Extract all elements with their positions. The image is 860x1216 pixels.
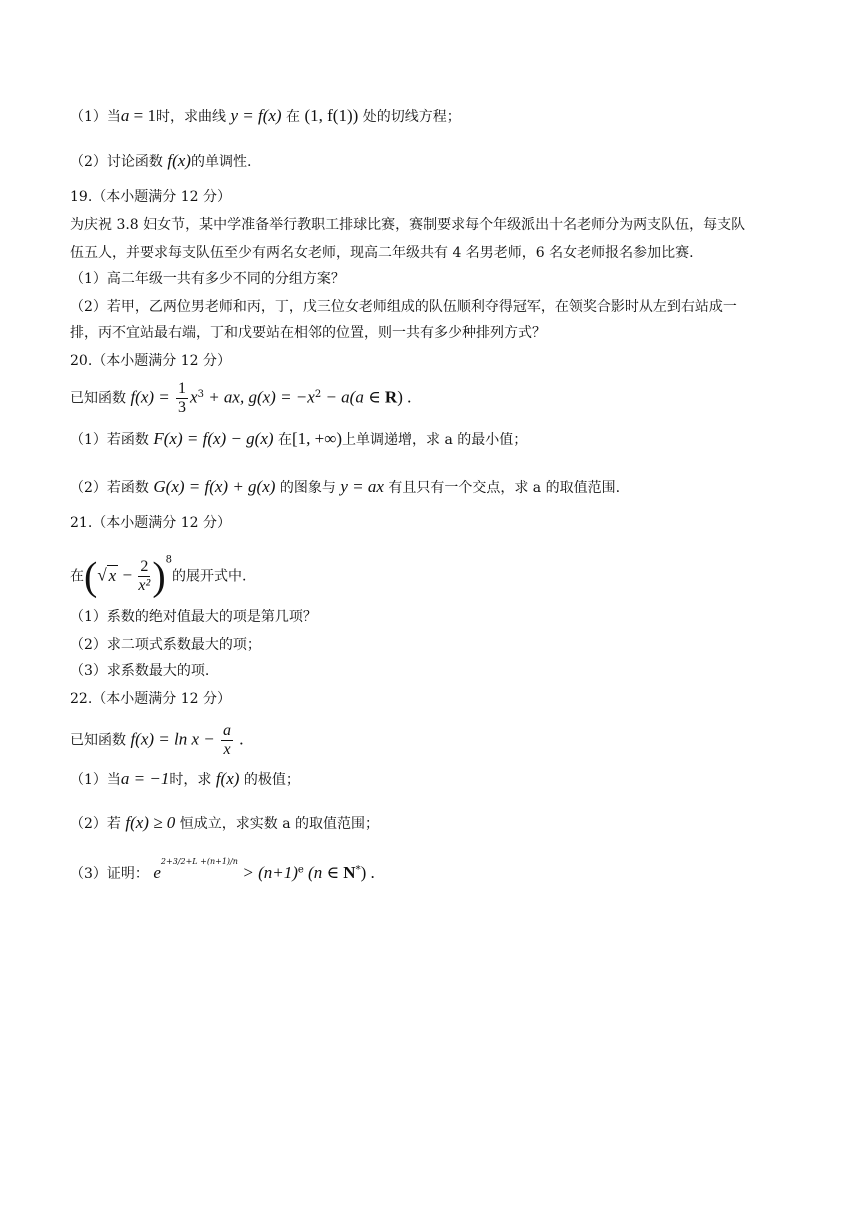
q18-p1-post: 处的切线方程； xyxy=(362,109,461,125)
q20-frac-den: 3 xyxy=(178,399,187,416)
q22-natural-set: N xyxy=(343,863,356,882)
q20-f-tail: + ax, g(x) = −x xyxy=(203,387,315,407)
q20-p1-mid: 在 xyxy=(277,432,292,448)
q21-sqrt-x: x xyxy=(108,565,117,585)
q20-p1-func: F(x) = f(x) − g(x) xyxy=(153,429,274,448)
q21-stem xyxy=(70,553,800,599)
q21-left-paren: ( xyxy=(84,553,98,599)
q18-p2-func: f(x) xyxy=(167,151,191,170)
q19-part2-line2: 排，丙不宜站最右端，丁和戊要站在相邻的位置，则一共有多少种排列方式？ xyxy=(70,325,546,341)
q21-frac-num: 2 xyxy=(140,558,149,575)
q22-p3-cond: (n ∈ xyxy=(303,863,344,882)
q19-part2-line1: （2）若甲，乙两位男老师和丙，丁，戊三位女老师组成的队伍顺利夺得冠军，在领奖合影时从左到右站成一 xyxy=(70,299,737,315)
q21-stem-post: 的展开式中. xyxy=(172,568,247,585)
q22-stem-post: . xyxy=(235,729,244,749)
q20-p2-mid: 的图象与 xyxy=(279,480,336,496)
q21-part1: （1）系数的绝对值最大的项是第几项？ xyxy=(70,609,317,625)
q18-p1-mid: 时，求曲线 xyxy=(156,109,227,125)
q22-frac-den: x xyxy=(223,741,231,758)
q20-p1-pre: （1）若函数 xyxy=(70,432,149,448)
q22-stem xyxy=(70,722,800,759)
q22-p3-exponent: 2+3/2+L +(n+1)/n xyxy=(160,857,238,866)
q19-stem-line2: 伍五人，并要求每支队伍至少有两名女老师，现高二年级共有 4 名男老师，6 名女老师报名参加比赛. xyxy=(70,245,694,261)
q18-p1-pre: （1）当 xyxy=(70,109,121,125)
q20-p2-pre: （2）若函数 xyxy=(70,480,149,496)
q20-header: 20.（本小题满分 12 分） xyxy=(70,353,231,369)
q20-f-exp: 3 xyxy=(197,388,204,400)
q22-p3-close: ) . xyxy=(360,863,375,882)
q20-p2-line: y = ax xyxy=(340,477,384,496)
q22-p3-pre: （3）证明： xyxy=(70,866,149,882)
q20-p1-post: 上单调递增，求 a 的最小值； xyxy=(342,432,528,448)
q19-part1: （1）高二年级一共有多少不同的分组方案？ xyxy=(70,271,345,287)
q18-p1-point: (1, f(1)) xyxy=(304,106,359,125)
q18-p1-a: a xyxy=(120,106,130,125)
q18-p1-eq: = 1 xyxy=(129,106,157,125)
q22-p2-pre: （2）若 xyxy=(70,816,121,832)
q21-part2: （2）求二项式系数最大的项； xyxy=(70,637,261,653)
q20-fraction xyxy=(176,380,188,417)
q20-f-rhs: x xyxy=(190,387,198,407)
q20-p1-interval: [1, +∞) xyxy=(291,429,343,448)
q20-f-lhs: f(x) = xyxy=(130,387,175,407)
q22-p2-ineq: f(x) ≥ 0 xyxy=(125,813,176,832)
q21-header: 21.（本小题满分 12 分） xyxy=(70,515,231,531)
q20-stem-pre: 已知函数 xyxy=(70,390,126,407)
q20-frac-num: 1 xyxy=(178,380,187,397)
q18-p2-post: 的单调性. xyxy=(190,154,252,170)
q19-stem-line1: 为庆祝 3.8 妇女节，某中学准备举行教职工排球比赛，赛制要求每个年级派出十名老师分为两支队伍，每支队 xyxy=(70,217,746,233)
q18-part1 xyxy=(70,105,800,128)
q20-real-set: R xyxy=(384,387,398,407)
q21-power: 8 xyxy=(165,554,173,566)
q21-minus: − xyxy=(118,565,137,585)
q22-p1-pre: （1）当 xyxy=(70,772,121,788)
q22-frac-num: a xyxy=(223,722,232,739)
q18-p1-curve: y = f(x) xyxy=(230,106,282,125)
q22-header: 22.（本小题满分 12 分） xyxy=(70,691,231,707)
q22-natural-set-star: * xyxy=(355,864,361,876)
q22-fraction xyxy=(221,722,233,759)
q21-stem-pre: 在 xyxy=(70,568,84,585)
q18-p1-at: 在 xyxy=(286,109,301,125)
q22-p3-rhs: > (n+1) xyxy=(242,863,298,882)
q22-f-lhs: f(x) = ln x − xyxy=(130,729,220,749)
q21-right-paren: ) xyxy=(152,553,166,599)
q21-fraction xyxy=(138,558,150,595)
q19-header: 19.（本小题满分 12 分） xyxy=(70,189,231,205)
q22-p1-post: 的极值； xyxy=(243,772,300,788)
q20-stem xyxy=(70,380,800,417)
q22-p1-func: f(x) xyxy=(215,769,240,788)
q20-part2 xyxy=(70,476,800,499)
q20-g-exp: 2 xyxy=(314,388,322,400)
q22-p1-mid: 时，求 xyxy=(169,772,212,788)
q21-part3: （3）求系数最大的项. xyxy=(70,663,210,679)
q21-sqrt: √ xyxy=(97,565,107,585)
q22-part3 xyxy=(70,857,800,885)
q20-part1 xyxy=(70,428,800,451)
q18-p2-pre: （2）讨论函数 xyxy=(70,154,163,170)
q22-part1 xyxy=(70,768,800,791)
q22-p1-cond: a = −1 xyxy=(120,769,170,788)
q20-p2-func: G(x) = f(x) + g(x) xyxy=(153,477,276,496)
q21-frac-den: x² xyxy=(138,577,151,594)
q20-p2-post: 有且只有一个交点，求 a 的取值范围. xyxy=(388,480,621,496)
q22-p2-post: 恒成立，求实数 a 的取值范围； xyxy=(179,816,379,832)
q22-part2 xyxy=(70,812,800,835)
q22-p3-e: e xyxy=(153,863,161,882)
q20-g-close: ) . xyxy=(397,387,412,407)
q20-g-tail: − a(a ∈ xyxy=(321,387,385,407)
q22-p3-rhs-exp: e xyxy=(297,864,304,876)
q18-part2 xyxy=(70,150,800,173)
q22-stem-pre: 已知函数 xyxy=(70,732,126,749)
